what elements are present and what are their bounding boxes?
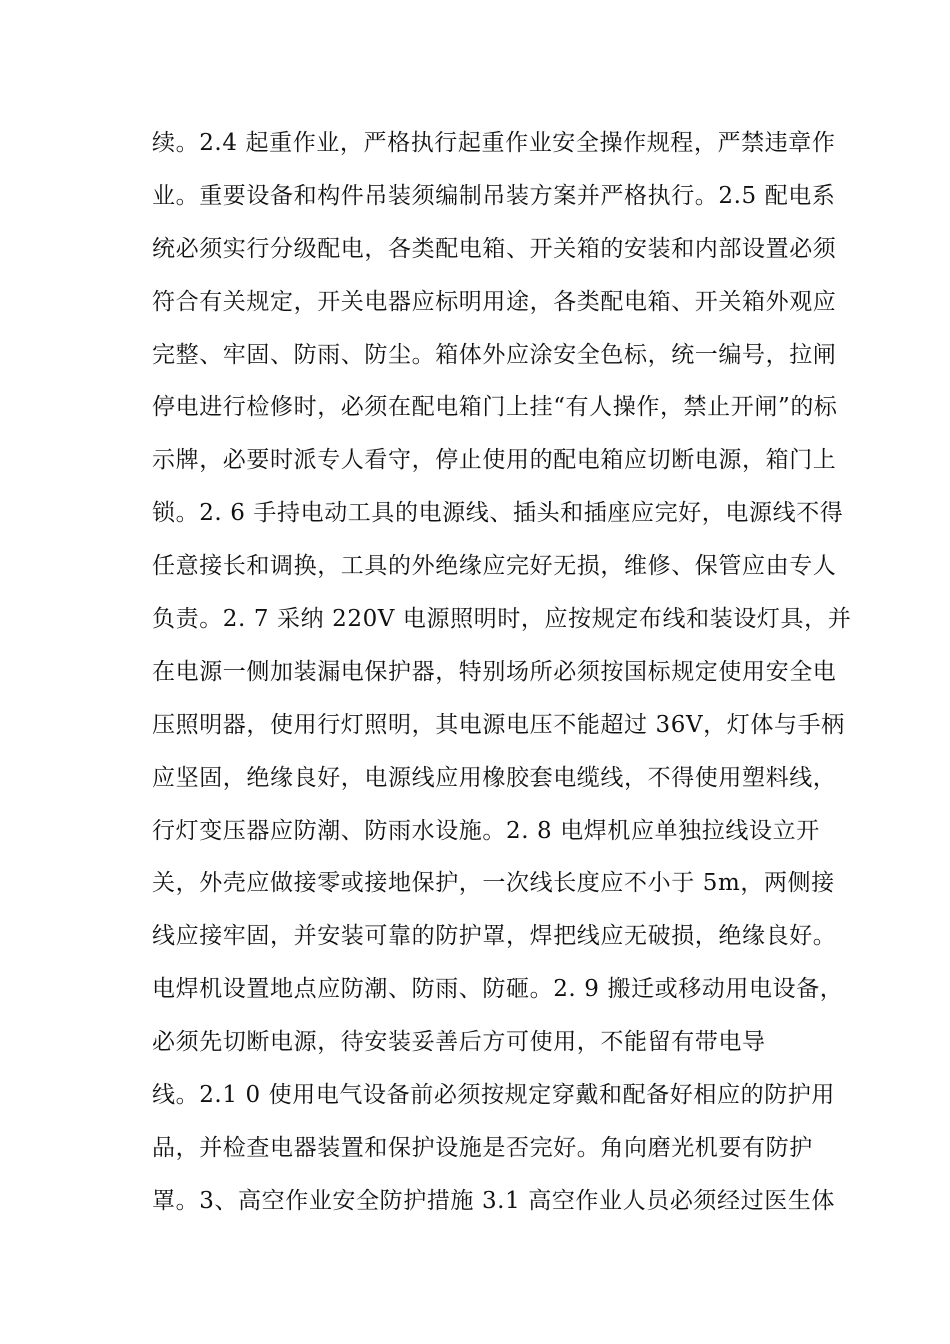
text-line: 续。2.4 起重作业，严格执行起重作业安全操作规程，严禁违章作	[152, 130, 836, 156]
text-line: 示牌，必要时派专人看守，停止使用的配电箱应切断电源，箱门上	[152, 447, 837, 474]
text-line: 完整、牢固、防雨、防尘。箱体外应涂安全色标，统一编号，拉闸	[152, 341, 837, 368]
text-line: 停电进行检修时，必须在配电箱门上挂“有人操作，禁止开闸”的标	[152, 394, 838, 421]
text-line: 品，并检查电器装置和保护设施是否完好。角向磨光机要有防护	[152, 1134, 813, 1161]
text-line: 在电源一侧加装漏电保护器，特别场所必须按国标规定使用安全电	[152, 658, 837, 685]
text-line: 关，外壳应做接零或接地保护，一次线长度应不小于 5m，两侧接	[152, 870, 835, 897]
text-line: 罩。3、高空作业安全防护措施 3.1 高空作业人员必须经过医生体	[152, 1187, 836, 1214]
text-line: 线。2.1 0 使用电气设备前必须按规定穿戴和配备好相应的防护用	[152, 1082, 836, 1109]
text-line: 业。重要设备和构件吊装须编制吊装方案并严格执行。2.5 配电系	[152, 182, 836, 209]
text-line: 符合有关规定，开关电器应标明用途，各类配电箱、开关箱外观应	[152, 288, 837, 315]
text-line: 统必须实行分级配电，各类配电箱、开关箱的安装和内部设置必须	[152, 235, 837, 262]
text-line: 锁。2. 6 手持电动工具的电源线、插头和插座应完好，电源线不得	[152, 500, 844, 527]
body-text	[152, 117, 852, 1228]
text-line: 负责。2. 7 采纳 220V 电源照明时，应按规定布线和装设灯具，并	[152, 606, 852, 633]
text-line: 任意接长和调换，工具的外绝缘应完好无损，维修、保管应由专人	[152, 553, 837, 580]
text-line: 应坚固，绝缘良好，电源线应用橡胶套电缆线，不得使用塑料线，	[152, 764, 837, 791]
text-line: 必须先切断电源，待安装妥善后方可使用，不能留有带电导	[152, 1029, 766, 1056]
text-line: 行灯变压器应防潮、防雨水设施。2. 8 电焊机应单独拉线设立开	[152, 817, 820, 844]
text-line: 压照明器，使用行灯照明，其电源电压不能超过 36V，灯体与手柄	[152, 711, 845, 738]
text-line: 线应接牢固，并安装可靠的防护罩，焊把线应无破损，绝缘良好。	[152, 923, 837, 950]
text-line: 电焊机设置地点应防潮、防雨、防砸。2. 9 搬迁或移动用电设备，	[152, 976, 844, 1003]
